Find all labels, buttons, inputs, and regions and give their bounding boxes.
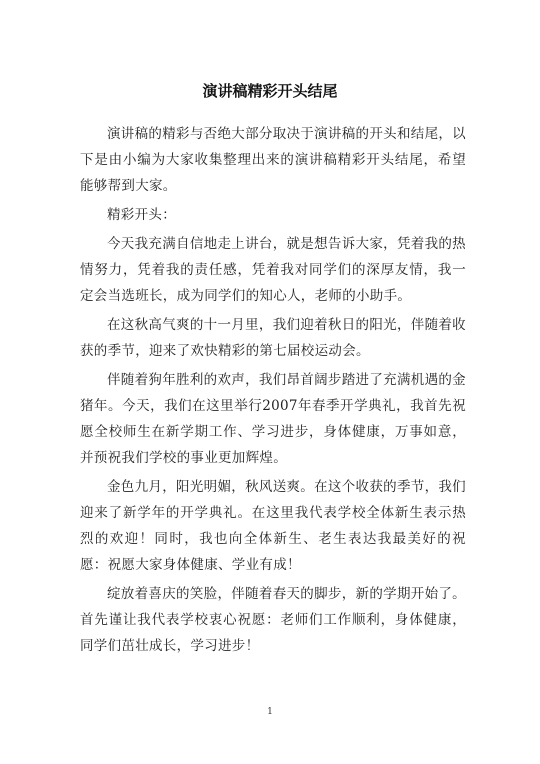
section-heading-opening: 精彩开头：: [107, 207, 176, 223]
paragraph-intro: 演讲稿的精彩与否绝大部分取决于演讲稿的开头和结尾，以下是由小编为大家收集整理出来的演讲稿精彩开头结尾，希望能够帮到大家。: [80, 126, 466, 194]
paragraph-opening-4: 金色九月，阳光明媚，秋风送爽。在这个收获的季节，我们迎来了新学年的开学典礼。在这里我代表学校全体新生表示热烈的欢迎！同时，我也向全体新生、老生表达我最美好的祝愿：祝愿大家身体健康、学业有成！: [80, 479, 466, 573]
document-body: [80, 121, 466, 662]
page-number: 1: [267, 707, 273, 717]
paragraph-opening-2: 在这秋高气爽的十一月里，我们迎着秋日的阳光，伴随着收获的季节，迎来了欢快精彩的第七届校运动会。: [80, 317, 466, 359]
paragraph-opening-1: 今天我充满自信地走上讲台，就是想告诉大家，凭着我的热情努力，凭着我的责任感，凭着我对同学们的深厚友情，我一定会当选班长，成为同学们的知心人，老师的小助手。: [80, 236, 466, 304]
paragraph-opening-3: 伴随着狗年胜利的欢声，我们昂首阔步踏进了充满机遇的金猪年。今天，我们在这里举行2007年春季开学典礼，我首先祝愿全校师生在新学期工作、学习进步，身体健康，万事如意，并预祝我们学校的事业更加辉煌。: [80, 372, 466, 466]
paragraph-opening-5: 绽放着喜庆的笑脸，伴随着春天的脚步，新的学期开始了。首先谨让我代表学校衷心祝愿：老师们工作顺利，身体健康，同学们茁壮成长，学习进步！: [80, 586, 466, 654]
document-title: 演讲稿精彩开头结尾: [202, 82, 338, 100]
